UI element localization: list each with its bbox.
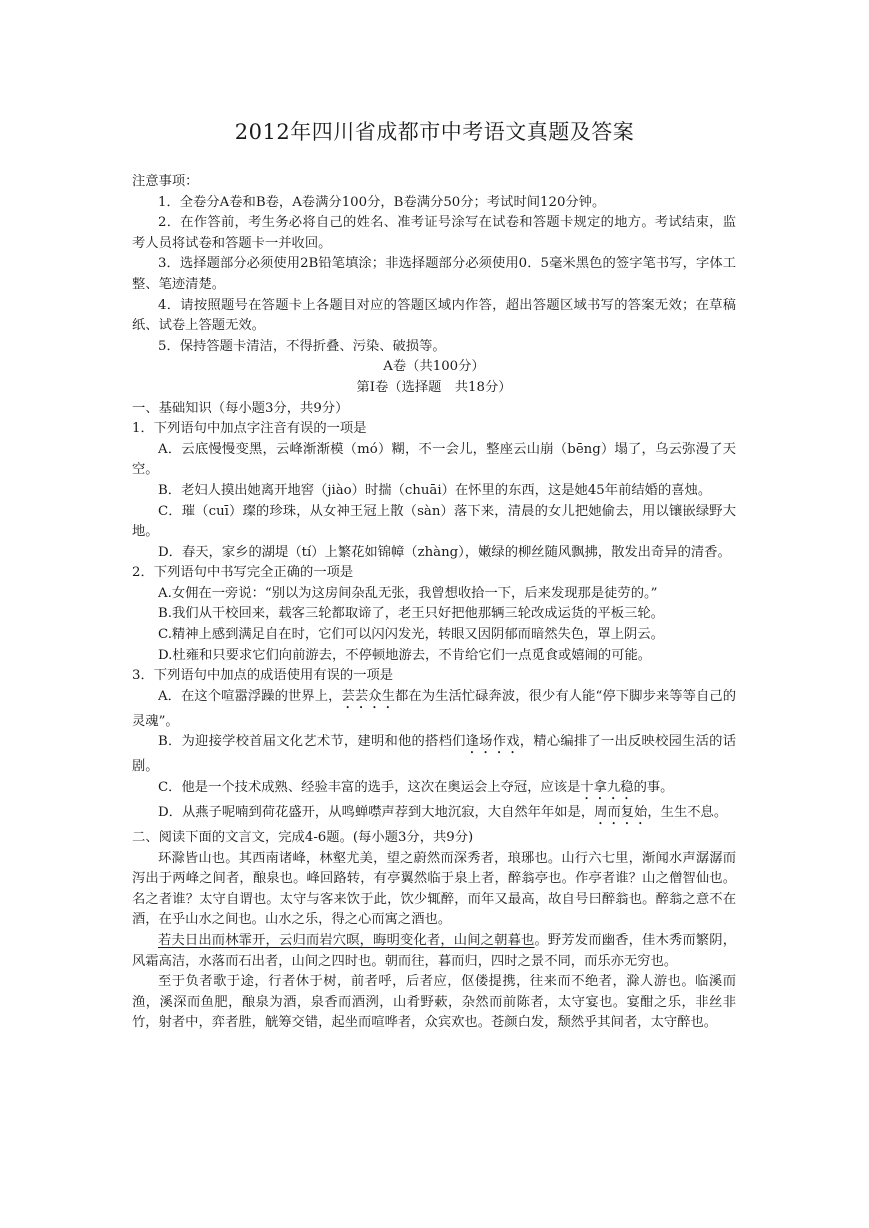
- option-text: D．从燕子呢喃到荷花盛开，从鸣蝉噤声荐到大地沉寂，大自然年年如是，: [158, 805, 595, 821]
- dotted-idiom: 逢场作戏: [465, 734, 520, 750]
- question-1-stem: 1．下列语句中加点字注音有误的一项是: [132, 421, 367, 437]
- question-3-option-d: [132, 803, 736, 828]
- page-title: 2012年四川省成都市中考语文真题及答案: [234, 120, 635, 144]
- note-item: 2．在作答前，考生务必将自己的姓名、准考证号涂写在试卷和答题卡规定的地方。考试结束，监考人员将试卷和答题卡一并收回。: [132, 215, 736, 251]
- option-text: 都在为生活忙碌奔波，很少有人能“停下脚步来等等自己的灵魂”。: [132, 688, 736, 729]
- note-item: 1．全卷分A卷和B卷，A卷满分100分，B卷满分50分；考试时间120分钟。: [158, 194, 606, 210]
- section-one-heading: 一、基础知识（每小题3分，共9分）: [132, 400, 349, 416]
- dotted-idiom: 周而复始: [594, 805, 648, 821]
- note-item: 4．请按照题号在答题卡上各题目对应的答题区域内作答，超出答题区域书写的答案无效；在草稿纸、试卷上答题无效。: [132, 297, 736, 334]
- question-1-option-a: A．云底慢慢变黑，云峰渐渐模（mó）糊，不一会儿，整座云山崩（bēng）塌了，乌云弥漫了天空。: [132, 441, 736, 478]
- paper-a-heading: A卷（共100分）: [383, 359, 485, 375]
- question-1-option-d: D．春天，家乡的湖堤（tí）上繁花如锦幛（zhàng），嫩绿的柳丝随风飘拂，散发出奇异的清香。: [158, 544, 731, 560]
- notes-heading: 注意事项：: [132, 174, 199, 189]
- dotted-idiom: 芸芸众生: [341, 688, 395, 704]
- option-text: B．为迎接学校首届文化艺术节，建明和他的搭档们: [158, 734, 466, 750]
- question-2-option-b: B.我们从干校回来，载客三轮都取谛了，老王只好把他那辆三轮改成运货的平板三轮。: [158, 606, 664, 622]
- option-text: ，生生不息。: [647, 805, 728, 821]
- dotted-idiom: 十拿九稳: [580, 780, 634, 796]
- exam-content: [132, 172, 736, 1034]
- option-text: A．在这个喧嚣浮躁的世界上，: [158, 688, 342, 704]
- note-item: 5．保持答题卡清洁，不得折叠、污染、破损等。: [158, 338, 446, 354]
- option-text: C．他是一个技术成熟、经验丰富的选手，这次在奥运会上夺冠，应该是: [158, 780, 581, 796]
- question-2-option-a: A.女佣在一旁说：“别以为这房间杂乱无张，我曾想收拾一下，后来发现那是徒劳的。”: [158, 585, 658, 601]
- option-text: 的事。: [633, 780, 674, 796]
- question-2-option-c: C.精神上感到满足自在时，它们可以闪闪发光，转眼又因阴郁而暗然失色，罩上阴云。: [158, 627, 664, 643]
- underlined-sentence: 若夫日出而林霏开，云归而岩穴暝，晦明变化者，山间之朝暮也: [158, 933, 535, 948]
- note-item: 3．选择题部分必须使用2B铅笔填涂；非选择题部分必须使用0．5毫米黑色的签字笔书写，字体工整、笔迹清楚。: [132, 256, 736, 292]
- question-3-stem: 3．下列语句中加点的成语使用有误的一项是: [132, 668, 394, 684]
- part-one-heading: 第Ⅰ卷（选择题 共18分）: [356, 379, 512, 395]
- question-3-option-b: [132, 732, 736, 778]
- question-1-option-c: C．璀（cuī）璨的珍珠，从女神王冠上散（sàn）落下来，清晨的女儿把她偷去，用以镶嵌绿野大地。: [132, 503, 736, 540]
- question-2-stem: 2．下列语句中书写完全正确的一项是: [132, 565, 354, 581]
- option-text: ，精心编排了一出反映校园生活的话剧。: [132, 734, 737, 775]
- passage-paragraph-1: 环滁皆山也。其西南诸峰，林壑尤美，望之蔚然而深秀者，琅琊也。山行六七里，渐闻水声潺潺而泻出于两峰之间者，酿泉也。峰回路转，有亭翼然临于泉上者，醉翁亭也。作亭者谁？山之僧智仙也。名之者谁？太守自谓也。太守与客来饮于此，饮少辄醉，而年又最高，故自号曰醉翁也。醉翁之意不在酒，在乎山水之间也。山水之乐，得之心而寓之酒也。: [132, 850, 736, 928]
- question-3-option-c: [132, 778, 736, 803]
- section-two-heading: 二、阅读下面的文言文，完成4-6题。(每小题3分，共9分): [132, 830, 474, 846]
- passage-paragraph-3: 至于负者歌于途，行者休于树，前者呼，后者应，伛偻提携，往来而不绝者，滁人游也。临溪而渔，溪深而鱼肥，酿泉为酒，泉香而酒洌，山肴野蔌，杂然而前陈者，太守宴也。宴酣之乐，非丝非竹，射者中，弈者胜，觥筹交错，起坐而喧哗者，众宾欢也。苍颜白发，颓然乎其间者，太守醉也。: [132, 974, 736, 1031]
- question-2-option-d: D.杜雍和只要求它们向前游去，不停顿地游去，不肯给它们一点觅食或嬉闹的可能。: [158, 647, 652, 663]
- passage-paragraph-2: [132, 931, 736, 972]
- passage-text: 。野芳发而幽香，佳木秀而繁阴，风霜高洁，水落而石出者，山间之四时也。朝而往，暮而归，四时之景不同，而乐亦无穷也。: [132, 933, 736, 969]
- question-3-option-a: [132, 687, 736, 733]
- question-1-option-b: B．老妇人摸出她离开地窖（jiào）时揣（chuāi）在怀里的东西，这是她45年前结婚的喜烛。: [158, 482, 712, 498]
